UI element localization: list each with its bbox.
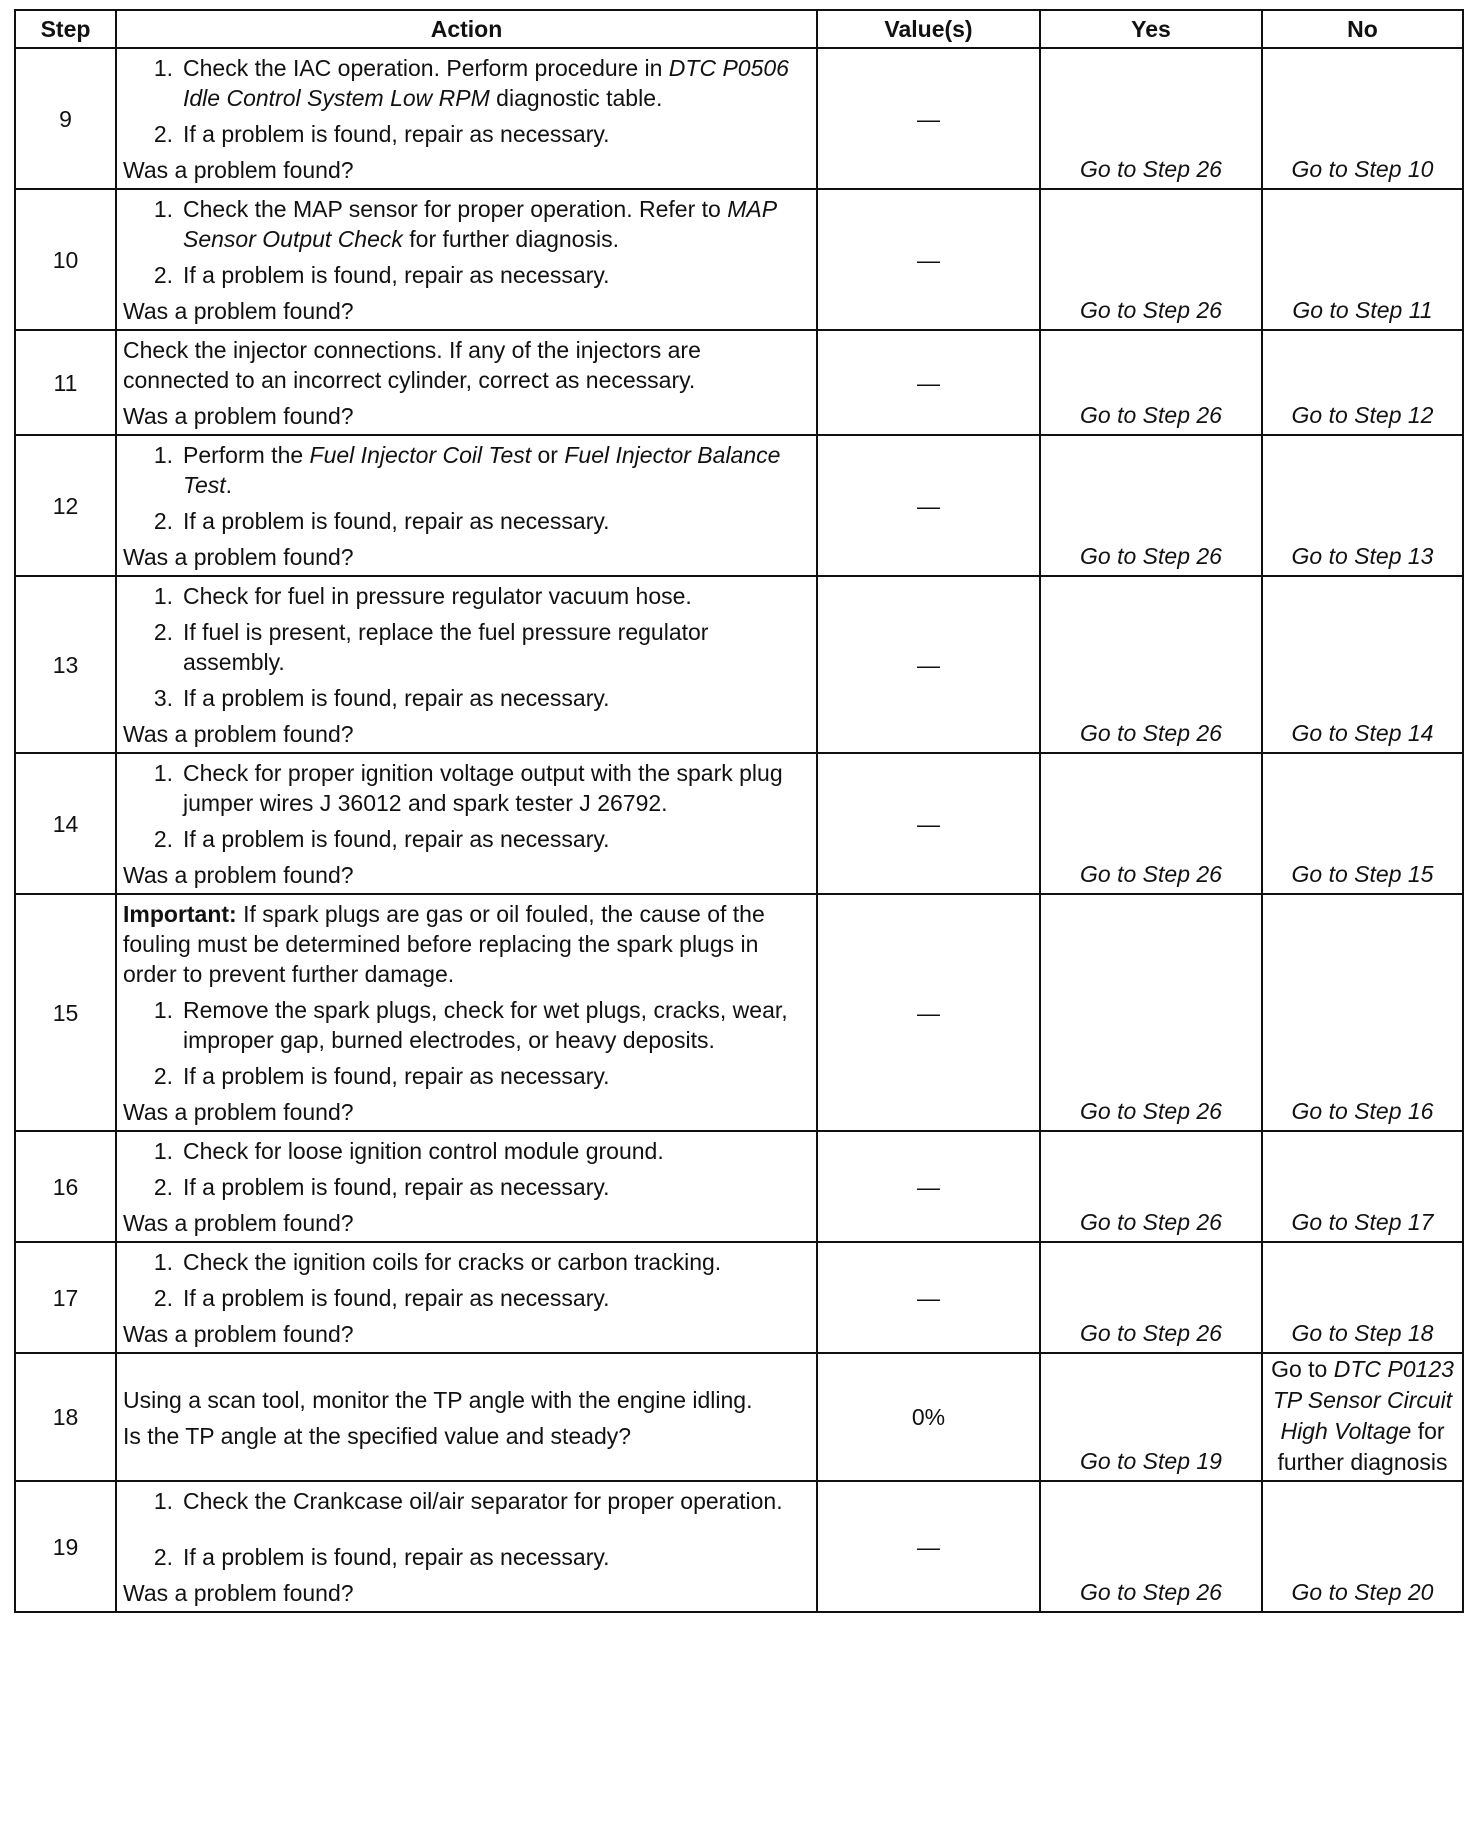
- action-item: 1. Check the MAP sensor for proper operation. Refer to MAP Sensor Output Check for further diagnosis.: [153, 196, 777, 252]
- step-number: 16: [15, 1131, 116, 1242]
- action-item: 1. Perform the Fuel Injector Coil Test or Fuel Injector Balance Test.: [153, 442, 781, 498]
- no-cell: Go to Step 18: [1262, 1242, 1463, 1353]
- no-cell: Go to Step 16: [1262, 894, 1463, 1131]
- no-cell: Go to Step 15: [1262, 753, 1463, 894]
- action-item: 1. Check the Crankcase oil/air separator for proper operation.: [153, 1488, 783, 1514]
- action-cell: [116, 1481, 817, 1612]
- value-cell: —: [817, 330, 1040, 435]
- header-no: No: [1262, 10, 1463, 48]
- yes-cell: Go to Step 26: [1040, 576, 1262, 753]
- action-cell: [116, 894, 817, 1131]
- step-number: 11: [15, 330, 116, 435]
- question-text: Was a problem found?: [123, 721, 354, 747]
- header-row: [15, 10, 1463, 48]
- step-number: 12: [15, 435, 116, 576]
- action-item: 2. If fuel is present, replace the fuel pressure regulator assembly.: [153, 619, 709, 675]
- action-item: 1. Check for loose ignition control module ground.: [153, 1138, 664, 1164]
- yes-cell: Go to Step 26: [1040, 330, 1262, 435]
- step-row-19: [15, 1481, 1463, 1612]
- header-values: Value(s): [817, 10, 1040, 48]
- no-cell: Go to DTC P0123 TP Sensor Circuit High Voltage for further diagnosis: [1262, 1353, 1463, 1481]
- value-cell: —: [817, 435, 1040, 576]
- action-cell: [116, 576, 817, 753]
- action-text: Using a scan tool, monitor the TP angle with the engine idling.: [123, 1386, 753, 1413]
- action-item: 2. If a problem is found, repair as necessary.: [153, 1063, 610, 1089]
- question-text: Was a problem found?: [123, 862, 354, 888]
- question-text: Was a problem found?: [123, 544, 354, 570]
- action-cell: [116, 435, 817, 576]
- action-cell: [116, 330, 817, 435]
- question-text: Is the TP angle at the specified value and steady?: [123, 1422, 632, 1449]
- step-row-13: [15, 576, 1463, 753]
- step-number: 17: [15, 1242, 116, 1353]
- action-cell: [116, 753, 817, 894]
- value-cell: —: [817, 1481, 1040, 1612]
- action-item: 2. If a problem is found, repair as necessary.: [153, 1544, 610, 1570]
- value-cell: —: [817, 894, 1040, 1131]
- no-cell: Go to Step 17: [1262, 1131, 1463, 1242]
- no-cell: Go to Step 11: [1262, 189, 1463, 330]
- question-text: Was a problem found?: [123, 1580, 354, 1606]
- action-cell: [116, 1353, 817, 1481]
- step-row-12: [15, 435, 1463, 576]
- value-cell: —: [817, 1242, 1040, 1353]
- no-cell: Go to Step 20: [1262, 1481, 1463, 1612]
- header-action: Action: [116, 10, 817, 48]
- value-cell: —: [817, 1131, 1040, 1242]
- procedure-reference: Fuel Injector Balance Test: [183, 442, 781, 498]
- header-step: Step: [15, 10, 116, 48]
- important-note: Important: If spark plugs are gas or oil fouled, the cause of the fouling must be determined before replacing the spark plugs in order to prevent further damage.: [123, 901, 765, 987]
- yes-cell: Go to Step 26: [1040, 894, 1262, 1131]
- step-row-14: [15, 753, 1463, 894]
- yes-cell: Go to Step 26: [1040, 1242, 1262, 1353]
- yes-cell: Go to Step 19: [1040, 1353, 1262, 1481]
- step-number: 15: [15, 894, 116, 1131]
- action-cell: [116, 189, 817, 330]
- procedure-reference: DTC P0506 Idle Control System Low RPM: [183, 55, 789, 111]
- procedure-reference: Fuel Injector Coil Test: [309, 442, 532, 468]
- yes-cell: Go to Step 26: [1040, 1131, 1262, 1242]
- step-row-11: [15, 330, 1463, 435]
- value-cell: —: [817, 48, 1040, 189]
- yes-cell: Go to Step 26: [1040, 753, 1262, 894]
- action-cell: [116, 1242, 817, 1353]
- value-cell: 0%: [817, 1353, 1040, 1481]
- action-item: 2. If a problem is found, repair as necessary.: [153, 1174, 610, 1200]
- yes-cell: Go to Step 26: [1040, 48, 1262, 189]
- no-cell: Go to Step 12: [1262, 330, 1463, 435]
- step-row-18: [15, 1353, 1463, 1481]
- step-row-17: [15, 1242, 1463, 1353]
- diagnostic-table: [14, 9, 1464, 1613]
- yes-cell: Go to Step 26: [1040, 435, 1262, 576]
- question-text: Was a problem found?: [123, 1210, 354, 1236]
- action-text: Check the injector connections. If any of the injectors are connected to an incorrect cylinder, correct as necessary.: [123, 337, 701, 393]
- action-cell: [116, 1131, 817, 1242]
- no-cell: Go to Step 13: [1262, 435, 1463, 576]
- step-row-10: [15, 189, 1463, 330]
- action-cell: [116, 48, 817, 189]
- step-row-16: [15, 1131, 1463, 1242]
- step-number: 13: [15, 576, 116, 753]
- question-text: Was a problem found?: [123, 403, 354, 429]
- action-item: 2. If a problem is found, repair as necessary.: [153, 121, 610, 147]
- question-text: Was a problem found?: [123, 157, 354, 183]
- no-cell: Go to Step 14: [1262, 576, 1463, 753]
- action-item: 1. Remove the spark plugs, check for wet plugs, cracks, wear, improper gap, burned electrodes, or heavy deposits.: [153, 997, 788, 1053]
- question-text: Was a problem found?: [123, 1321, 354, 1347]
- question-text: Was a problem found?: [123, 1099, 354, 1125]
- value-cell: —: [817, 189, 1040, 330]
- action-item: 1. Check the IAC operation. Perform procedure in DTC P0506 Idle Control System Low RPM diagnostic table.: [153, 55, 789, 111]
- step-number: 19: [15, 1481, 116, 1612]
- action-item: 1. Check for fuel in pressure regulator vacuum hose.: [153, 583, 692, 609]
- step-number: 18: [15, 1353, 116, 1481]
- value-cell: —: [817, 753, 1040, 894]
- action-item: 2. If a problem is found, repair as necessary.: [153, 826, 610, 852]
- yes-cell: Go to Step 26: [1040, 189, 1262, 330]
- important-label: Important:: [123, 901, 237, 927]
- no-cell: Go to Step 10: [1262, 48, 1463, 189]
- action-item: 1. Check the ignition coils for cracks or carbon tracking.: [153, 1249, 722, 1275]
- action-item: 3. If a problem is found, repair as necessary.: [153, 685, 610, 711]
- action-item: 2. If a problem is found, repair as necessary.: [153, 1285, 610, 1311]
- header-yes: Yes: [1040, 10, 1262, 48]
- value-cell: —: [817, 576, 1040, 753]
- step-number: 10: [15, 189, 116, 330]
- action-item: 2. If a problem is found, repair as necessary.: [153, 262, 610, 288]
- dtc-reference: DTC P0123 TP Sensor Circuit High Voltage: [1272, 1356, 1454, 1444]
- yes-cell: Go to Step 26: [1040, 1481, 1262, 1612]
- action-item: 2. If a problem is found, repair as necessary.: [153, 508, 610, 534]
- action-item: 1. Check for proper ignition voltage output with the spark plug jumper wires J 36012 and spark tester J 26792.: [153, 760, 783, 816]
- step-number: 14: [15, 753, 116, 894]
- step-row-9: [15, 48, 1463, 189]
- question-text: Was a problem found?: [123, 298, 354, 324]
- step-row-15: [15, 894, 1463, 1131]
- step-number: 9: [15, 48, 116, 189]
- procedure-reference: MAP Sensor Output Check: [183, 196, 777, 252]
